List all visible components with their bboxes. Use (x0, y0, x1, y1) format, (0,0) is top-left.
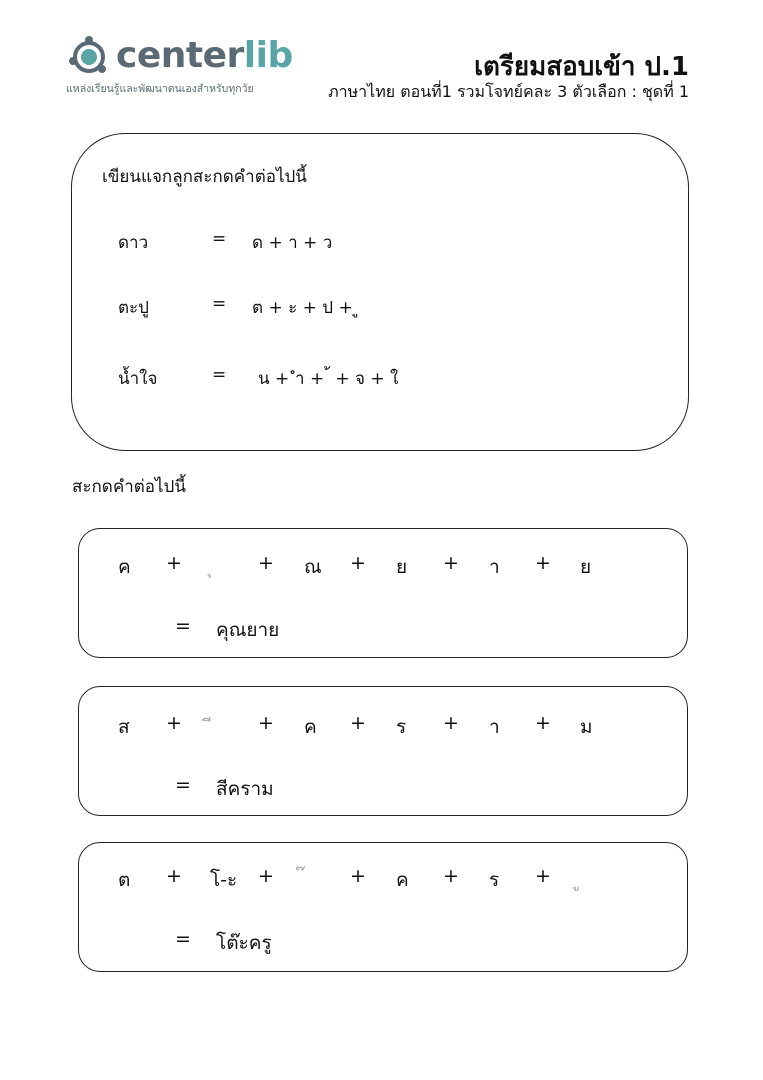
question-box (78, 528, 688, 658)
example-equals: = (212, 294, 227, 314)
plus-sign: + (258, 865, 274, 887)
example-parts: น + ำ + ้ + จ + ใ (258, 369, 399, 389)
plus-sign: + (350, 865, 366, 887)
page-title: เตรียมสอบเข้า ป.1 (474, 52, 689, 82)
plus-sign: + (258, 552, 274, 574)
answer-word: โต๊ะครู (216, 932, 272, 954)
answer-word: สีคราม (216, 778, 274, 800)
plus-sign: + (443, 552, 459, 574)
plus-sign: + (166, 552, 182, 574)
example-word: น้ำใจ (118, 369, 158, 389)
plus-sign: + (258, 712, 274, 734)
logo-mark-icon (66, 34, 112, 80)
token: โ-ะ (210, 869, 238, 891)
example-parts: ต + ะ + ป + ู (252, 298, 359, 318)
token: ณ (304, 556, 322, 578)
plus-sign: + (350, 552, 366, 574)
plus-sign: + (535, 865, 551, 887)
token: ม (580, 716, 593, 738)
answer-equals: = (175, 615, 191, 637)
example-word: ตะปู (118, 298, 149, 318)
token: ค (304, 716, 317, 738)
logo-tagline: แหล่งเรียนรู้และพัฒนาตนเองสำหรับทุกวัย (66, 83, 254, 95)
answer-word: คุณยาย (216, 619, 280, 641)
token: ย (396, 556, 408, 578)
token: ค (396, 869, 409, 891)
answer-equals: = (175, 774, 191, 796)
token: ส (118, 716, 130, 738)
centerlib-logo (66, 32, 296, 102)
answer-equals: = (175, 928, 191, 950)
plus-sign: + (535, 552, 551, 574)
example-parts: ด + า + ว (252, 233, 333, 253)
token: า (489, 716, 500, 738)
question-box (78, 842, 688, 972)
token: ร (489, 869, 500, 891)
plus-sign: + (443, 712, 459, 734)
token: ค (118, 556, 131, 578)
token: ย (580, 556, 592, 578)
example-word: ดาว (118, 233, 149, 253)
page-subtitle: ภาษาไทย ตอนที่1 รวมโจทย์คละ 3 ตัวเลือก : ชุดที่ 1 (328, 82, 689, 101)
token: า (489, 556, 500, 578)
token: ต (118, 869, 131, 891)
plus-sign: + (166, 712, 182, 734)
example-equals: = (212, 229, 227, 249)
plus-sign: + (166, 865, 182, 887)
plus-sign: + (350, 712, 366, 734)
plus-sign: + (535, 712, 551, 734)
exercise-instruction: สะกดคำต่อไปนี้ (72, 477, 186, 497)
example-instruction: เขียนแจกลูกสะกดคำต่อไปนี้ (102, 167, 307, 187)
plus-sign: + (443, 865, 459, 887)
example-equals: = (212, 365, 227, 385)
token: ร (396, 716, 407, 738)
logo-wordmark: centerlib (116, 35, 293, 76)
question-box (78, 686, 688, 816)
